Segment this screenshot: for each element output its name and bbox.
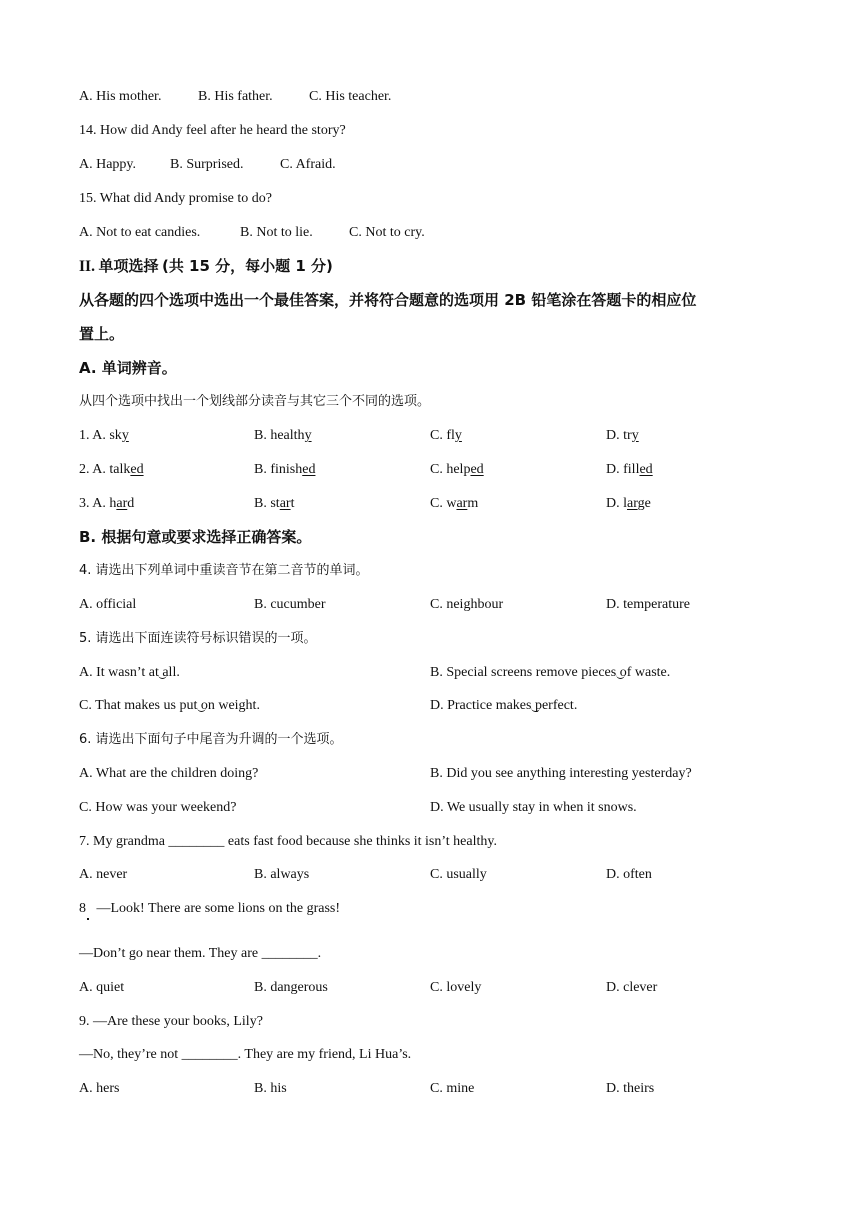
q3-option-d: D. large (606, 496, 651, 511)
section-2-title-note: (共 15 分，每小题 1 分) (161, 257, 333, 275)
q4-stem: 4. 请选出下列单词中重读音节在第二音节的单词。 (79, 563, 369, 578)
q7-option-c: C. usually (430, 867, 487, 882)
q5-option-c: C. That makes us put on weight. (79, 698, 260, 713)
q13-option-a: A. His mother. (79, 89, 162, 104)
q7-option-d: D. often (606, 867, 652, 882)
q8-option-a: A. quiet (79, 980, 125, 995)
q14-stem: 14. How did Andy feel after he heard the story? (79, 123, 346, 138)
q8-line2: —Don’t go near them. They are ________. (79, 946, 322, 961)
q9-option-a: A. hers (79, 1081, 120, 1096)
q9-option-c: C. mine (430, 1081, 475, 1096)
q15-option-a: A. Not to eat candies. (79, 225, 201, 240)
q4-option-d: D. temperature (606, 597, 690, 612)
q5-option-d: D. Practice makes perfect. (430, 698, 578, 713)
q2-option-b: B. finished (254, 462, 316, 477)
q14-option-b: B. Surprised. (170, 157, 244, 172)
q13-option-b: B. His father. (198, 89, 273, 104)
q4-option-b: B. cucumber (254, 597, 326, 612)
q3-option-b: B. start (254, 496, 295, 511)
q4-option-c: C. neighbour (430, 597, 504, 612)
section-2-title (79, 257, 800, 277)
q2-option-c: C. helped (430, 462, 484, 477)
q5-stem: 5. 请选出下面连读符号标识错误的一项。 (79, 631, 317, 646)
q1-option-d: D. try (606, 428, 639, 443)
q7-option-a: A. never (79, 867, 128, 882)
q8-option-b: B. dangerous (254, 980, 328, 995)
q1-option-a: 1. A. sky (79, 428, 129, 443)
q13-option-c: C. His teacher. (309, 89, 392, 104)
part-a-instruction: 从四个选项中找出一个划线部分读音与其它三个不同的选项。 (79, 394, 431, 409)
q6-option-a: A. What are the children doing? (79, 766, 259, 781)
section-2-instruction-line1: 从各题的四个选项中选出一个最佳答案，并将符合题意的选项用 2B 铅笔涂在答题卡的相应位 (79, 291, 697, 309)
q8-number-dot (87, 918, 89, 920)
q2-option-a: 2. A. talked (79, 462, 144, 477)
q2-option-d: D. filled (606, 462, 653, 477)
section-2-roman: II. (79, 258, 95, 275)
q14-option-c: C. Afraid. (280, 157, 336, 172)
q9-option-b: B. his (254, 1081, 287, 1096)
section-2-instruction-line2: 置上。 (79, 325, 125, 343)
q9-stem: 9. —Are these your books, Lily? (79, 1014, 263, 1029)
q15-option-c: C. Not to cry. (349, 225, 425, 240)
q4-option-a: A. official (79, 597, 137, 612)
q7-option-b: B. always (254, 867, 310, 882)
q3-option-a: 3. A. hard (79, 496, 135, 511)
q6-option-b: B. Did you see anything interesting yesterday? (430, 766, 692, 781)
part-a-heading: A. 单词辨音。 (79, 359, 177, 377)
q1-option-c: C. fly (430, 428, 462, 443)
q3-option-c: C. warm (430, 496, 479, 511)
q8-option-c: C. lovely (430, 980, 482, 995)
q9-line2: —No, they’re not ________. They are my friend, Li Hua’s. (79, 1047, 412, 1062)
q15-stem: 15. What did Andy promise to do? (79, 191, 272, 206)
q15-option-b: B. Not to lie. (240, 225, 313, 240)
q5-option-b: B. Special screens remove pieces of waste. (430, 665, 671, 680)
q8-stem: 8 —Look! There are some lions on the grass! (79, 901, 341, 916)
q9-option-d: D. theirs (606, 1081, 655, 1096)
q14-option-a: A. Happy. (79, 157, 137, 172)
q5-option-a: A. It wasn’t at all. (79, 665, 180, 680)
section-2-title-text: 单项选择 (98, 257, 159, 275)
q6-option-d: D. We usually stay in when it snows. (430, 800, 637, 815)
part-b-heading: B. 根据句意或要求选择正确答案。 (79, 528, 312, 546)
q1-option-b: B. healthy (254, 428, 312, 443)
q6-option-c: C. How was your weekend? (79, 800, 237, 815)
q7-stem: 7. My grandma ________ eats fast food because she thinks it isn’t healthy. (79, 834, 497, 849)
q8-option-d: D. clever (606, 980, 658, 995)
q6-stem: 6. 请选出下面句子中尾音为升调的一个选项。 (79, 732, 343, 747)
